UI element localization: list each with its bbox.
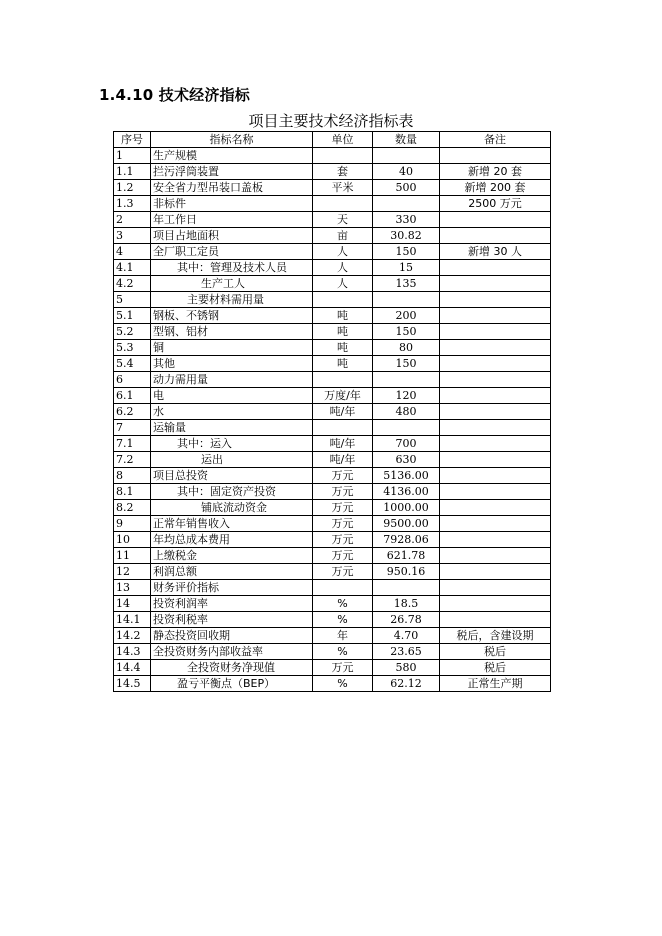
cell-qty: 700 [373, 436, 440, 452]
cell-qty: 80 [373, 340, 440, 356]
table-row [114, 500, 551, 516]
cell-qty: 500 [373, 180, 440, 196]
cell-qty: 5136.00 [373, 468, 440, 484]
cell-unit: 人 [313, 276, 373, 292]
cell-note [440, 388, 551, 404]
table-row [114, 308, 551, 324]
cell-qty: 135 [373, 276, 440, 292]
table-row [114, 564, 551, 580]
cell-unit: 人 [313, 244, 373, 260]
cell-qty: 9500.00 [373, 516, 440, 532]
cell-name: 年工作日 [151, 212, 313, 228]
cell-unit: 亩 [313, 228, 373, 244]
header-qty: 数量 [373, 132, 440, 148]
cell-seq: 8.2 [114, 500, 151, 516]
cell-note [440, 276, 551, 292]
cell-unit: 套 [313, 164, 373, 180]
cell-qty: 120 [373, 388, 440, 404]
cell-name: 其中：管理及技术人员 [151, 260, 313, 276]
cell-qty [373, 420, 440, 436]
table-row [114, 388, 551, 404]
table-row [114, 436, 551, 452]
table-header-row [114, 132, 551, 148]
cell-qty: 150 [373, 324, 440, 340]
cell-note [440, 548, 551, 564]
table-row [114, 532, 551, 548]
cell-note [440, 484, 551, 500]
cell-name: 其中：固定资产投资 [151, 484, 313, 500]
cell-note [440, 580, 551, 596]
cell-name: 运出 [151, 452, 313, 468]
cell-note [440, 212, 551, 228]
cell-note: 税后 [440, 644, 551, 660]
table-row [114, 148, 551, 164]
cell-seq: 7 [114, 420, 151, 436]
cell-seq: 7.2 [114, 452, 151, 468]
cell-qty [373, 580, 440, 596]
cell-seq: 5.3 [114, 340, 151, 356]
cell-note [440, 308, 551, 324]
cell-unit: 万元 [313, 660, 373, 676]
cell-note [440, 452, 551, 468]
table-row [114, 164, 551, 180]
cell-seq: 14.2 [114, 628, 151, 644]
cell-note [440, 420, 551, 436]
table-row [114, 372, 551, 388]
cell-unit: 天 [313, 212, 373, 228]
cell-qty [373, 372, 440, 388]
table-row [114, 628, 551, 644]
cell-name: 铺底流动资金 [151, 500, 313, 516]
cell-note [440, 340, 551, 356]
cell-qty: 15 [373, 260, 440, 276]
cell-note [440, 148, 551, 164]
cell-note [440, 468, 551, 484]
table-row [114, 660, 551, 676]
cell-name: 运输量 [151, 420, 313, 436]
cell-seq: 8 [114, 468, 151, 484]
cell-qty: 621.78 [373, 548, 440, 564]
cell-qty: 23.65 [373, 644, 440, 660]
cell-unit: 万元 [313, 484, 373, 500]
cell-unit: % [313, 644, 373, 660]
cell-name: 钢板、不锈钢 [151, 308, 313, 324]
cell-qty: 480 [373, 404, 440, 420]
cell-note [440, 612, 551, 628]
cell-seq: 4.2 [114, 276, 151, 292]
cell-seq: 9 [114, 516, 151, 532]
cell-name: 项目总投资 [151, 468, 313, 484]
table-row [114, 420, 551, 436]
cell-unit [313, 420, 373, 436]
cell-unit [313, 292, 373, 308]
cell-qty: 62.12 [373, 676, 440, 692]
cell-seq: 5.1 [114, 308, 151, 324]
table-body [114, 148, 551, 692]
table-row [114, 260, 551, 276]
cell-unit [313, 196, 373, 212]
cell-name: 动力需用量 [151, 372, 313, 388]
cell-note [440, 228, 551, 244]
table-title: 项目主要技术经济指标表 [248, 112, 414, 130]
table-row [114, 468, 551, 484]
cell-name: 生产工人 [151, 276, 313, 292]
cell-note: 税后，含建设期 [440, 628, 551, 644]
cell-qty: 950.16 [373, 564, 440, 580]
cell-name: 投资利润率 [151, 596, 313, 612]
header-name: 指标名称 [151, 132, 313, 148]
cell-unit: 年 [313, 628, 373, 644]
cell-note [440, 372, 551, 388]
cell-name: 全投资财务净现值 [151, 660, 313, 676]
table-row [114, 244, 551, 260]
cell-unit: % [313, 676, 373, 692]
table-row [114, 404, 551, 420]
cell-name: 拦污浮筒装置 [151, 164, 313, 180]
cell-name: 财务评价指标 [151, 580, 313, 596]
cell-unit: 万度/年 [313, 388, 373, 404]
table-row [114, 580, 551, 596]
cell-note: 新增 20 套 [440, 164, 551, 180]
cell-seq: 10 [114, 532, 151, 548]
cell-seq: 11 [114, 548, 151, 564]
cell-note [440, 292, 551, 308]
cell-qty [373, 292, 440, 308]
cell-name: 项目占地面积 [151, 228, 313, 244]
cell-seq: 1 [114, 148, 151, 164]
cell-name: 主要材料需用量 [151, 292, 313, 308]
cell-unit: 万元 [313, 564, 373, 580]
cell-qty: 330 [373, 212, 440, 228]
cell-name: 安全省力型吊装口盖板 [151, 180, 313, 196]
cell-qty: 7928.06 [373, 532, 440, 548]
cell-seq: 14.1 [114, 612, 151, 628]
cell-note: 税后 [440, 660, 551, 676]
cell-qty: 150 [373, 244, 440, 260]
cell-unit: 吨 [313, 308, 373, 324]
table-row [114, 596, 551, 612]
cell-seq: 13 [114, 580, 151, 596]
cell-seq: 6.1 [114, 388, 151, 404]
cell-note [440, 356, 551, 372]
cell-note [440, 260, 551, 276]
cell-name: 铜 [151, 340, 313, 356]
cell-note: 新增 30 人 [440, 244, 551, 260]
cell-qty: 26.78 [373, 612, 440, 628]
cell-unit: 人 [313, 260, 373, 276]
cell-seq: 2 [114, 212, 151, 228]
cell-name: 非标件 [151, 196, 313, 212]
table-row [114, 484, 551, 500]
cell-qty: 4.70 [373, 628, 440, 644]
cell-qty [373, 148, 440, 164]
cell-qty: 30.82 [373, 228, 440, 244]
cell-note: 新增 200 套 [440, 180, 551, 196]
cell-seq: 14.4 [114, 660, 151, 676]
cell-unit: 平米 [313, 180, 373, 196]
cell-name: 盈亏平衡点（BEP） [151, 676, 313, 692]
cell-qty [373, 196, 440, 212]
cell-unit: 万元 [313, 516, 373, 532]
cell-qty: 18.5 [373, 596, 440, 612]
cell-name: 电 [151, 388, 313, 404]
table-row [114, 356, 551, 372]
table-row [114, 452, 551, 468]
cell-name: 水 [151, 404, 313, 420]
cell-name: 生产规模 [151, 148, 313, 164]
cell-name: 型钢、铝材 [151, 324, 313, 340]
cell-seq: 6 [114, 372, 151, 388]
table-row [114, 612, 551, 628]
table-row [114, 340, 551, 356]
cell-seq: 4 [114, 244, 151, 260]
cell-name: 其他 [151, 356, 313, 372]
table-row [114, 180, 551, 196]
cell-unit [313, 148, 373, 164]
cell-unit: 万元 [313, 468, 373, 484]
cell-name: 上缴税金 [151, 548, 313, 564]
cell-qty: 630 [373, 452, 440, 468]
cell-seq: 5.4 [114, 356, 151, 372]
table-row [114, 324, 551, 340]
table-row [114, 548, 551, 564]
cell-note [440, 596, 551, 612]
cell-note [440, 324, 551, 340]
table-row [114, 292, 551, 308]
cell-qty: 1000.00 [373, 500, 440, 516]
indicator-table [113, 131, 551, 692]
table-row [114, 276, 551, 292]
cell-qty: 4136.00 [373, 484, 440, 500]
cell-name: 全厂职工定员 [151, 244, 313, 260]
cell-unit: 万元 [313, 532, 373, 548]
table-row [114, 228, 551, 244]
cell-name: 其中：运入 [151, 436, 313, 452]
cell-unit: 吨 [313, 356, 373, 372]
cell-note [440, 404, 551, 420]
cell-name: 正常年销售收入 [151, 516, 313, 532]
cell-qty: 200 [373, 308, 440, 324]
cell-name: 投资利税率 [151, 612, 313, 628]
cell-unit [313, 580, 373, 596]
cell-note [440, 500, 551, 516]
section-heading: 1.4.10 技术经济指标 [99, 86, 250, 104]
header-unit: 单位 [313, 132, 373, 148]
cell-unit: 吨/年 [313, 436, 373, 452]
cell-unit: 吨/年 [313, 404, 373, 420]
cell-note [440, 436, 551, 452]
cell-qty: 580 [373, 660, 440, 676]
cell-name: 静态投资回收期 [151, 628, 313, 644]
cell-name: 利润总额 [151, 564, 313, 580]
cell-seq: 3 [114, 228, 151, 244]
cell-seq: 14 [114, 596, 151, 612]
cell-unit: 吨/年 [313, 452, 373, 468]
header-note: 备注 [440, 132, 551, 148]
cell-name: 全投资财务内部收益率 [151, 644, 313, 660]
cell-unit: % [313, 596, 373, 612]
cell-note [440, 564, 551, 580]
cell-seq: 1.1 [114, 164, 151, 180]
cell-seq: 1.3 [114, 196, 151, 212]
cell-qty: 150 [373, 356, 440, 372]
cell-seq: 4.1 [114, 260, 151, 276]
cell-seq: 8.1 [114, 484, 151, 500]
cell-seq: 6.2 [114, 404, 151, 420]
cell-seq: 14.5 [114, 676, 151, 692]
cell-unit: 万元 [313, 500, 373, 516]
cell-seq: 5 [114, 292, 151, 308]
cell-seq: 7.1 [114, 436, 151, 452]
cell-note: 2500 万元 [440, 196, 551, 212]
cell-unit: 万元 [313, 548, 373, 564]
cell-unit: % [313, 612, 373, 628]
cell-note: 正常生产期 [440, 676, 551, 692]
cell-seq: 14.3 [114, 644, 151, 660]
cell-seq: 12 [114, 564, 151, 580]
cell-note [440, 532, 551, 548]
cell-seq: 1.2 [114, 180, 151, 196]
header-seq: 序号 [114, 132, 151, 148]
cell-unit: 吨 [313, 340, 373, 356]
cell-name: 年均总成本费用 [151, 532, 313, 548]
table-row [114, 196, 551, 212]
table-row [114, 212, 551, 228]
cell-unit: 吨 [313, 324, 373, 340]
table-row [114, 644, 551, 660]
cell-unit [313, 372, 373, 388]
cell-qty: 40 [373, 164, 440, 180]
table-row [114, 516, 551, 532]
cell-seq: 5.2 [114, 324, 151, 340]
cell-note [440, 516, 551, 532]
table-row [114, 676, 551, 692]
